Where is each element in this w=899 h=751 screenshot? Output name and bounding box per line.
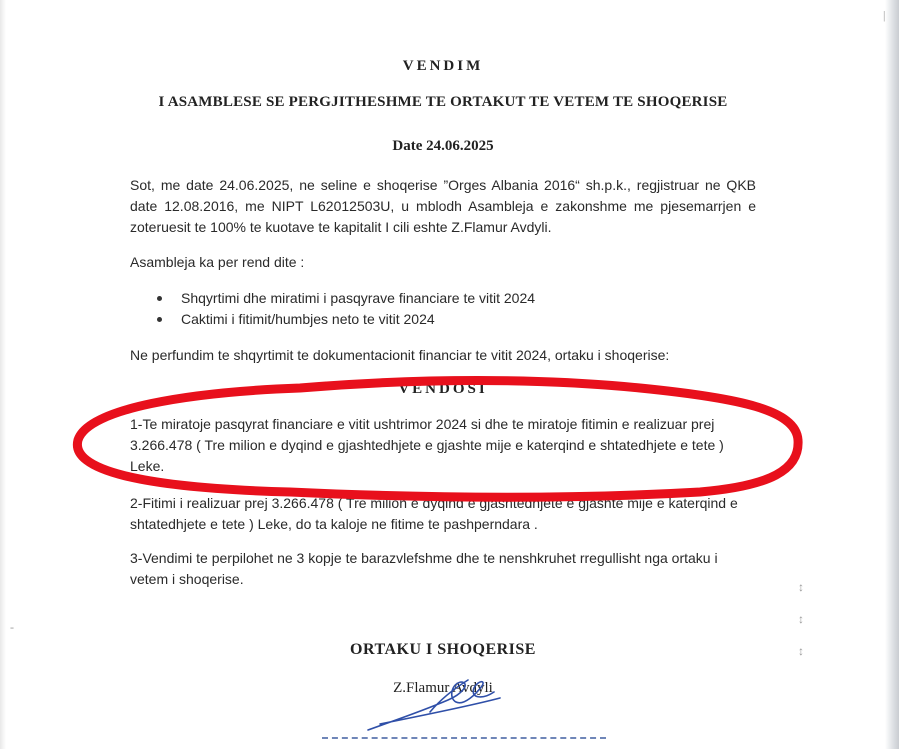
scan-mark: | [883,8,886,22]
decided-heading: VENDOSI [398,381,488,397]
decision-item-3: 3-Vendimi te perpilohet ne 3 kopje te barazvlefshme dhe te nenshkruhet rregullisht nga ortaku i vetem i shoqerise. [130,550,718,587]
signer-title: ORTAKU I SHOQERISE [350,641,536,658]
conclusion-line: Ne perfundim te shqyrtimit te dokumentacionit financiar te vitit 2024, ortaku i shoqerise: [130,347,670,363]
scan-mark: ↕ [798,612,804,626]
scan-right-edge [885,0,899,749]
decision-item-1: 1-Te miratoje pasqyrat financiare e vitit ushtrimor 2024 si dhe te miratoje fitimin e realizuar prej 3.266.478 ( Tre milion e dyqind e gjashtedhjete e gjashte mije e katerqind e shtatedhjete e tete ) Leke. [130,416,724,474]
agenda-item: Shqyrtimi dhe miratimi i pasqyrave financiare te vitit 2024 [155,288,535,309]
document-date: Date 24.06.2025 [392,138,494,154]
agenda-lead: Asambleja ka per rend dite : [130,254,305,270]
agenda-list [155,288,535,330]
scan-mark: ↕ [798,644,804,658]
decision-item-2: 2-Fitimi i realizuar prej 3.266.478 ( Tre milion e dyqind e gjashtedhjete e gjashte mije e katerqind e shtatedhjete e tete ) Leke, do ta kaloje ne fitime te pashperndara . [130,495,738,532]
document-title: VENDIM [402,58,484,74]
document-subtitle: I ASAMBLESE SE PERGJITHESHME TE ORTAKUT TE VETEM TE SHOQERISE [158,94,728,110]
signer-name: Z.Flamur Avdyli [393,680,493,696]
scan-left-edge [0,0,6,749]
intro-paragraph: Sot, me date 24.06.2025, ne seline e shoqerise ”Orges Albania 2016“ sh.p.k., regjistruar ne QKB date 12.08.2016, me NIPT L62012503U, u mblodh Asambleja e zakonshme me pjesemarrjen e zoteruesit te 100% te kuotave te kapitalit I cili eshte Z.Flamur Avdyli. [130,177,756,235]
scan-mark: - [10,620,14,634]
scan-mark: ↕ [798,580,804,594]
agenda-item: Caktimi i fitimit/humbjes neto te vitit 2024 [155,309,535,330]
